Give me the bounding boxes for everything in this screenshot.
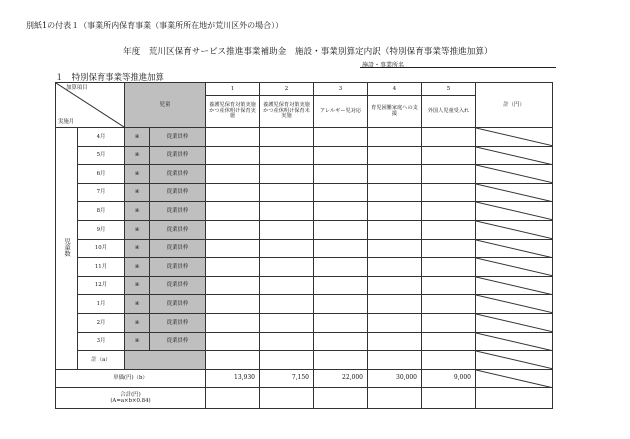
- month-cell: [78, 220, 125, 239]
- entry-cell[interactable]: [260, 239, 314, 258]
- entry-cell[interactable]: [368, 295, 422, 314]
- staff-cell: [150, 313, 206, 332]
- corner-label-item: 加算項目: [66, 85, 88, 91]
- unit-price-cell: [314, 369, 368, 388]
- marker-label: ④: [134, 189, 140, 196]
- unit-price-label: 単価(円)（b）: [113, 375, 148, 382]
- month-cell: [78, 276, 125, 295]
- entry-cell[interactable]: [206, 258, 260, 277]
- staff-label: 従業員枠: [166, 263, 189, 270]
- unit-price-row: [56, 369, 553, 388]
- facility-name-label: 施設・事業所名: [362, 62, 405, 69]
- staff-label: 従業員枠: [166, 282, 189, 289]
- child-header-label: 児童: [159, 101, 171, 108]
- unit-price-cell: [206, 369, 260, 388]
- document-subtitle: 別紙1の付表１（事業所内保育事業（事業所所在地が荒川区外の場合））: [26, 21, 284, 30]
- table-row: [56, 183, 553, 202]
- total-slash-cell: [476, 202, 553, 221]
- marker-cell: [125, 332, 150, 351]
- entry-cell[interactable]: [206, 295, 260, 314]
- marker-cell: [125, 239, 150, 258]
- staff-cell: [150, 295, 206, 314]
- month-label: 11月: [94, 263, 108, 270]
- month-cell: [78, 183, 125, 202]
- grand-total-entry-cell[interactable]: [368, 388, 422, 409]
- column-title: アレルギー児対応: [319, 107, 362, 114]
- entry-cell[interactable]: [422, 258, 476, 277]
- month-label: 12月: [94, 282, 108, 289]
- marker-label: ④: [134, 170, 140, 177]
- table-row: [56, 128, 553, 147]
- unit-price-value: 9,000: [453, 374, 471, 382]
- total-slash-cell: [476, 313, 553, 332]
- marker-cell: [125, 202, 150, 221]
- grand-total-entry-cell[interactable]: [206, 388, 260, 409]
- entry-cell[interactable]: [314, 128, 368, 147]
- entry-cell[interactable]: [368, 220, 422, 239]
- entry-cell[interactable]: [422, 295, 476, 314]
- marker-cell: [125, 313, 150, 332]
- column-number: 4: [392, 85, 397, 92]
- month-cell: [78, 165, 125, 184]
- sum-row: [56, 351, 553, 370]
- child-header-cell: [125, 83, 206, 128]
- staff-cell: [150, 202, 206, 221]
- table-row: [56, 295, 553, 314]
- marker-cell: [125, 183, 150, 202]
- marker-cell: [125, 128, 150, 147]
- column-number-cell: [368, 83, 422, 96]
- column-title-cell: [368, 96, 422, 128]
- entry-cell[interactable]: [260, 165, 314, 184]
- entry-cell[interactable]: [206, 165, 260, 184]
- column-number-cell: [422, 83, 476, 96]
- month-cell: [78, 295, 125, 314]
- entry-cell[interactable]: [206, 239, 260, 258]
- entry-cell[interactable]: [260, 276, 314, 295]
- table-row: [56, 239, 553, 258]
- column-number: 2: [284, 85, 289, 92]
- column-number-cell: [260, 83, 314, 96]
- sum-entry-cell[interactable]: [368, 351, 422, 370]
- entry-cell[interactable]: [206, 332, 260, 351]
- total-slash-cell: [476, 146, 553, 165]
- entry-cell[interactable]: [260, 295, 314, 314]
- month-cell: [78, 239, 125, 258]
- entry-cell[interactable]: [422, 165, 476, 184]
- month-cell: [78, 258, 125, 277]
- entry-cell[interactable]: [206, 183, 260, 202]
- side-label: 児童数: [63, 237, 71, 257]
- sum-label: 計（a）: [91, 356, 111, 363]
- month-label: 4月: [96, 133, 106, 140]
- total-slash-cell: [476, 276, 553, 295]
- staff-label: 従業員枠: [166, 301, 189, 308]
- entry-cell[interactable]: [206, 220, 260, 239]
- month-label: 6月: [96, 170, 106, 177]
- entry-cell[interactable]: [314, 239, 368, 258]
- document-title: 年度 荒川区保育サービス推進事業補助金 施設・事業別算定内訳（特別保育事業等推進加算）: [123, 47, 493, 57]
- staff-cell: [150, 239, 206, 258]
- staff-label: 従業員枠: [166, 152, 189, 159]
- marker-label: ④: [134, 226, 140, 233]
- staff-label: 従業員枠: [166, 319, 189, 326]
- entry-cell[interactable]: [206, 202, 260, 221]
- table-row: [56, 332, 553, 351]
- entry-cell[interactable]: [260, 313, 314, 332]
- entry-cell[interactable]: [422, 128, 476, 147]
- marker-cell: [125, 258, 150, 277]
- entry-cell[interactable]: [260, 128, 314, 147]
- staff-label: 従業員枠: [166, 245, 189, 252]
- marker-label: ④: [134, 245, 140, 252]
- month-label: 9月: [96, 226, 106, 233]
- entry-cell[interactable]: [314, 220, 368, 239]
- marker-label: ④: [134, 282, 140, 289]
- grand-total-entry-cell[interactable]: [422, 388, 476, 409]
- entry-cell[interactable]: [314, 202, 368, 221]
- sum-entry-cell[interactable]: [422, 351, 476, 370]
- marker-label: ④: [134, 152, 140, 159]
- marker-label: ④: [134, 263, 140, 270]
- staff-cell: [150, 146, 206, 165]
- unit-price-value: 30,000: [396, 374, 417, 382]
- staff-cell: [150, 183, 206, 202]
- entry-cell[interactable]: [206, 146, 260, 165]
- total-slash-cell: [476, 332, 553, 351]
- unit-price-cell: [260, 369, 314, 388]
- month-label: 5月: [96, 152, 106, 159]
- entry-cell[interactable]: [314, 332, 368, 351]
- entry-cell[interactable]: [314, 165, 368, 184]
- table-row: [56, 313, 553, 332]
- month-cell: [78, 313, 125, 332]
- entry-cell[interactable]: [368, 146, 422, 165]
- table-row: [56, 146, 553, 165]
- month-cell: [78, 202, 125, 221]
- unit-price-cell: [368, 369, 422, 388]
- sum-entry-cell[interactable]: [206, 351, 260, 370]
- entry-cell[interactable]: [422, 276, 476, 295]
- total-slash-cell: [476, 351, 553, 370]
- sum-entry-cell[interactable]: [260, 351, 314, 370]
- entry-cell[interactable]: [314, 258, 368, 277]
- marker-label: ④: [134, 301, 140, 308]
- table-row: [56, 165, 553, 184]
- month-cell: [78, 146, 125, 165]
- entry-cell[interactable]: [314, 146, 368, 165]
- entry-cell[interactable]: [368, 128, 422, 147]
- staff-label: 従業員枠: [166, 208, 189, 215]
- month-cell: [78, 128, 125, 147]
- entry-cell[interactable]: [422, 239, 476, 258]
- entry-cell[interactable]: [314, 276, 368, 295]
- staff-cell: [150, 128, 206, 147]
- entry-cell[interactable]: [260, 220, 314, 239]
- table-row: [56, 258, 553, 277]
- entry-cell[interactable]: [314, 313, 368, 332]
- marker-cell: [125, 276, 150, 295]
- entry-cell[interactable]: [422, 313, 476, 332]
- entry-cell[interactable]: [368, 258, 422, 277]
- entry-cell[interactable]: [206, 313, 260, 332]
- entry-cell[interactable]: [368, 183, 422, 202]
- entry-cell[interactable]: [260, 258, 314, 277]
- entry-cell[interactable]: [368, 239, 422, 258]
- staff-cell: [150, 165, 206, 184]
- marker-cell: [125, 146, 150, 165]
- entry-cell[interactable]: [368, 276, 422, 295]
- total-slash-cell: [476, 220, 553, 239]
- unit-price-cell: [422, 369, 476, 388]
- month-label: 8月: [96, 208, 106, 215]
- column-number: 5: [446, 85, 451, 92]
- grand-total-formula: (A=a×b×0.84): [110, 398, 151, 405]
- column-title: 養護児保育対策実施かつ産休明け保育実施: [209, 101, 256, 120]
- entry-cell[interactable]: [422, 202, 476, 221]
- calculation-table: [55, 82, 553, 409]
- staff-label: 従業員枠: [166, 338, 189, 345]
- staff-label: 従業員枠: [166, 170, 189, 177]
- column-title-cell: [260, 96, 314, 128]
- staff-cell: [150, 258, 206, 277]
- column-number-cell: [206, 83, 260, 96]
- month-label: 10月: [94, 245, 108, 252]
- month-label: 3月: [96, 338, 106, 345]
- column-title-cell: [206, 96, 260, 128]
- entry-cell[interactable]: [422, 220, 476, 239]
- entry-cell[interactable]: [260, 183, 314, 202]
- total-header-label: 計（円）: [503, 101, 525, 108]
- staff-cell: [150, 276, 206, 295]
- total-slash-cell: [476, 165, 553, 184]
- grand-total-label: 合計(円): [120, 392, 141, 399]
- section-title: １ 特別保育事業等推進加算: [55, 72, 164, 82]
- marker-cell: [125, 165, 150, 184]
- column-title: 外国人児童受入れ: [427, 107, 470, 114]
- grand-total-row: [56, 388, 553, 409]
- marker-label: ④: [134, 208, 140, 215]
- entry-cell[interactable]: [260, 146, 314, 165]
- month-label: 7月: [96, 189, 106, 196]
- sum-entry-cell[interactable]: [314, 351, 368, 370]
- entry-cell[interactable]: [260, 332, 314, 351]
- marker-cell: [125, 295, 150, 314]
- staff-cell: [150, 220, 206, 239]
- marker-label: ④: [134, 133, 140, 140]
- table-row: [56, 220, 553, 239]
- total-slash-cell: [476, 295, 553, 314]
- entry-cell[interactable]: [422, 332, 476, 351]
- column-title-cell: [314, 96, 368, 128]
- total-header-cell: [476, 83, 553, 128]
- side-label-cell: [56, 128, 78, 370]
- unit-label-cell: [56, 369, 206, 388]
- total-slash-cell: [476, 258, 553, 277]
- column-title: 育児困難家庭への支援: [371, 104, 418, 117]
- staff-label: 従業員枠: [166, 133, 189, 140]
- month-label: 1月: [96, 301, 106, 308]
- entry-cell[interactable]: [368, 165, 422, 184]
- staff-label: 従業員枠: [166, 189, 189, 196]
- column-number: 1: [230, 85, 235, 92]
- grand-total-entry-cell[interactable]: [260, 388, 314, 409]
- staff-label: 従業員枠: [166, 226, 189, 233]
- total-slash-cell: [476, 239, 553, 258]
- entry-cell[interactable]: [260, 202, 314, 221]
- entry-cell[interactable]: [314, 183, 368, 202]
- column-title-cell: [422, 96, 476, 128]
- column-number-cell: [314, 83, 368, 96]
- table-row: [56, 276, 553, 295]
- unit-price-value: 22,000: [342, 374, 363, 382]
- marker-cell: [125, 220, 150, 239]
- total-slash-cell: [476, 369, 553, 388]
- corner-label-month: 実施月: [58, 118, 75, 125]
- sum-gray-cell: [125, 351, 206, 370]
- grand-total-label-cell: [56, 388, 206, 409]
- total-slash-cell: [476, 128, 553, 147]
- corner-header-cell: [56, 83, 125, 128]
- entry-cell[interactable]: [314, 295, 368, 314]
- entry-cell[interactable]: [368, 332, 422, 351]
- entry-cell[interactable]: [368, 313, 422, 332]
- table-row: [56, 202, 553, 221]
- entry-cell[interactable]: [422, 146, 476, 165]
- total-slash-cell: [476, 183, 553, 202]
- marker-label: ④: [134, 338, 140, 345]
- marker-label: ④: [134, 319, 140, 326]
- month-label: 2月: [96, 319, 106, 326]
- entry-cell[interactable]: [368, 202, 422, 221]
- column-number: 3: [338, 85, 343, 92]
- entry-cell[interactable]: [422, 183, 476, 202]
- column-title: 養護児保育対策実施かつ産休明け保育未実施: [263, 101, 310, 120]
- unit-price-value: 13,930: [234, 374, 255, 382]
- month-cell: [78, 332, 125, 351]
- grand-total-sum-cell[interactable]: [476, 388, 553, 409]
- entry-cell[interactable]: [206, 276, 260, 295]
- grand-total-entry-cell[interactable]: [314, 388, 368, 409]
- facility-name-line: [360, 67, 556, 68]
- staff-cell: [150, 332, 206, 351]
- entry-cell[interactable]: [206, 128, 260, 147]
- sum-label-cell: [78, 351, 125, 370]
- unit-price-value: 7,150: [291, 374, 309, 382]
